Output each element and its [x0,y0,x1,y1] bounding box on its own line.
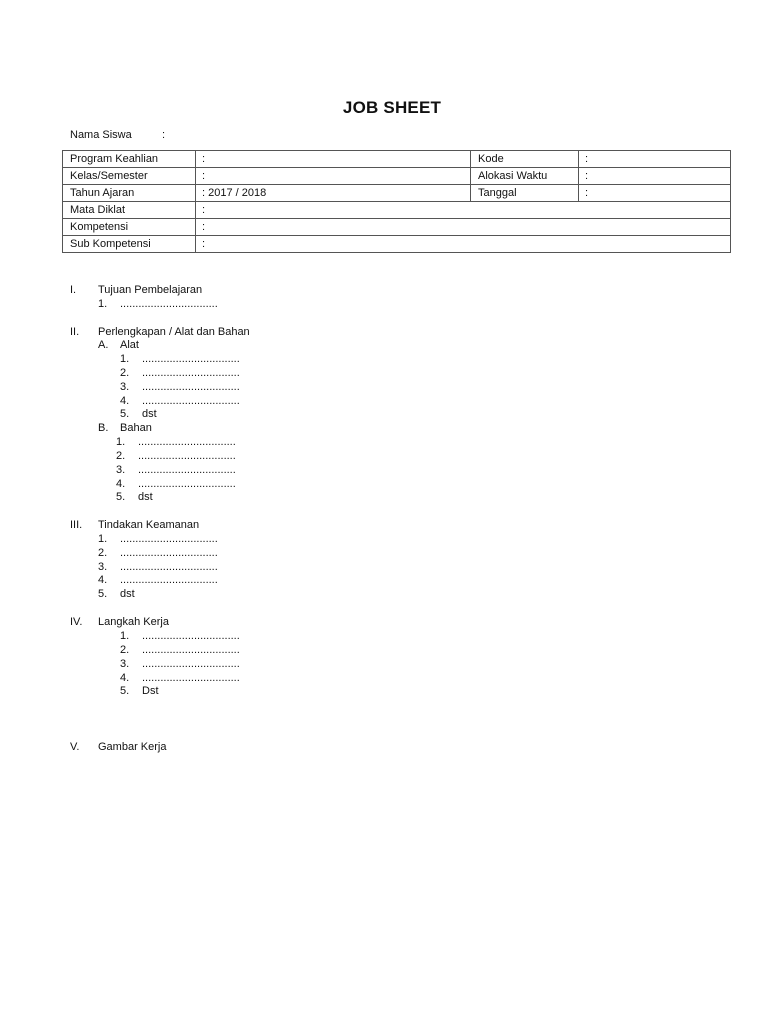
section-number: I. [70,284,77,296]
table-row [63,168,731,185]
list-item [120,366,240,380]
list-number: 1. [116,436,126,448]
nama-siswa-row [70,128,165,142]
list-number: 2. [116,450,126,462]
info-table [62,150,731,253]
table-cell-label: Alokasi Waktu [471,168,579,185]
list-text: ................................ [138,436,236,448]
section-gambar-kerja [0,740,768,754]
table-cell-value: : [579,185,731,202]
list-item [98,532,218,546]
list-text: ................................ [138,464,236,476]
list-text: ................................ [142,644,240,656]
list-number: 3. [120,658,130,670]
list-number: 2. [98,547,108,559]
list-item [116,449,236,463]
table-cell-label: Kode [471,151,579,168]
list-item [120,352,240,366]
table-cell-label: Tahun Ajaran [63,185,196,202]
table-cell-label: Kelas/Semester [63,168,196,185]
table-cell-value: : [196,236,731,253]
list-number: 4. [120,672,130,684]
subsection-letter: A. [98,339,109,351]
section-tujuan [0,283,768,297]
nama-siswa-label: Nama Siswa [70,129,132,141]
list-number: 3. [116,464,126,476]
list-text: Dst [142,685,159,697]
table-row [63,202,731,219]
section-tindakan-keamanan [0,518,768,532]
table-cell-label: Mata Diklat [63,202,196,219]
section-number: III. [70,519,83,531]
table-cell-label: Program Keahlian [63,151,196,168]
subsection-title: Alat [120,339,139,351]
list-number: 1. [120,630,130,642]
list-number: 2. [120,367,130,379]
list-number: 5. [120,408,130,420]
list-item [120,380,240,394]
table-cell-value: : [196,151,471,168]
section-langkah-kerja [0,615,768,629]
list-item [98,297,218,311]
section-title: Tindakan Keamanan [98,519,200,531]
list-item [120,394,240,408]
page-title: JOB SHEET [342,98,442,117]
section-title: Perlengkapan / Alat dan Bahan [98,326,250,338]
list-number: 1. [120,353,130,365]
section-number: II. [70,326,80,338]
list-text: ................................ [138,450,236,462]
table-row [63,151,731,168]
list-text: ................................ [142,630,240,642]
list-text: ................................ [120,574,218,586]
list-text: ................................ [142,353,240,365]
list-number: 4. [120,395,130,407]
list-item [120,684,159,698]
list-number: 4. [116,478,126,490]
table-cell-value: : [196,168,471,185]
list-text: dst [120,588,135,600]
table-row [63,236,731,253]
table-row [63,219,731,236]
list-number: 3. [120,381,130,393]
subsection-alat [98,338,139,352]
section-number: IV. [70,616,83,628]
list-number: 1. [98,533,108,545]
table-cell-value: : [579,151,731,168]
list-item [120,407,157,421]
list-text: ................................ [142,395,240,407]
nama-siswa-colon: : [162,129,166,141]
table-cell-label: Kompetensi [63,219,196,236]
list-item [116,477,236,491]
list-text: ................................ [120,533,218,545]
list-number: 2. [120,644,130,656]
section-title: Langkah Kerja [98,616,169,628]
subsection-bahan [98,421,152,435]
list-number: 3. [98,561,108,573]
list-number: 5. [116,491,126,503]
table-cell-value: : [579,168,731,185]
list-item [116,463,236,477]
list-item [120,671,240,685]
section-number: V. [70,741,80,753]
list-number: 5. [98,588,108,600]
list-item [98,546,218,560]
list-text: ................................ [142,367,240,379]
subsection-letter: B. [98,422,109,434]
list-item [98,587,135,601]
list-item [120,629,240,643]
table-row [63,185,731,202]
list-text: ................................ [142,672,240,684]
list-text: dst [138,491,153,503]
list-text: ................................ [142,658,240,670]
table-cell-value: : 2017 / 2018 [196,185,471,202]
list-number: 1. [98,298,108,310]
section-perlengkapan [0,325,768,339]
list-text: ................................ [120,547,218,559]
subsection-title: Bahan [120,422,152,434]
list-text: ................................ [120,298,218,310]
list-text: ................................ [138,478,236,490]
list-item [98,573,218,587]
list-text: dst [142,408,157,420]
list-item [116,435,236,449]
list-item [120,657,240,671]
list-item [116,490,153,504]
list-item [98,560,218,574]
table-cell-label: Tanggal [471,185,579,202]
list-text: ................................ [142,381,240,393]
section-title: Tujuan Pembelajaran [98,284,203,296]
section-title: Gambar Kerja [98,741,167,753]
table-cell-label: Sub Kompetensi [63,236,196,253]
table-cell-value: : [196,202,731,219]
list-number: 4. [98,574,108,586]
list-number: 5. [120,685,130,697]
list-text: ................................ [120,561,218,573]
list-item [120,643,240,657]
table-cell-value: : [196,219,731,236]
